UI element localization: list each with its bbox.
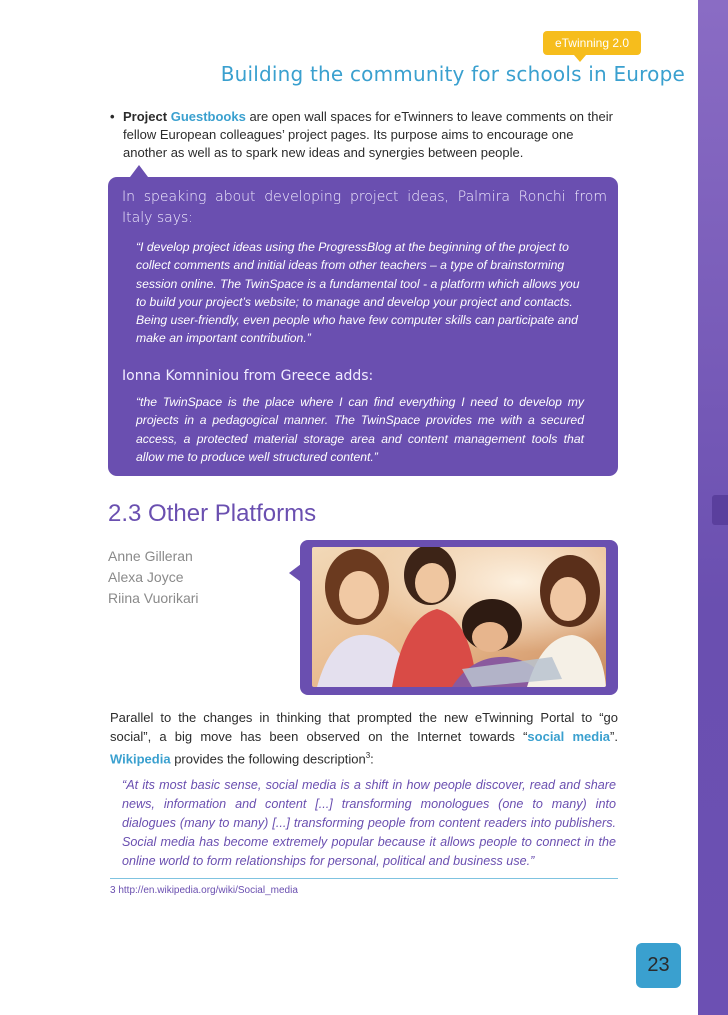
- author-list: [108, 546, 268, 609]
- testimonial-box: [108, 177, 618, 476]
- footnote: 3 http://en.wikipedia.org/wiki/Social_media: [110, 885, 298, 896]
- bullet-lead: Project: [123, 109, 168, 124]
- para-text-2: ”.: [610, 729, 618, 744]
- author-name: Alexa Joyce: [108, 569, 184, 585]
- etwinning-badge: eTwinning 2.0: [543, 31, 641, 55]
- right-edge-tab: [712, 495, 728, 525]
- students-photo: [312, 547, 606, 687]
- komniniou-quote: “the TwinSpace is the place where I can find everything I need to develop my projects in a pedagogical manner. The TwinSpace provides me with a secured access, a protected material storage area and content management tools that allow me to produce well structured content.”: [136, 395, 584, 464]
- photo-frame: [300, 540, 618, 695]
- bullet-body: [123, 108, 620, 162]
- quote-box-pointer: [130, 165, 148, 177]
- social-media-paragraph: [110, 708, 618, 768]
- para-text-1: Parallel to the changes in thinking that prompted the new eTwinning Portal to “go social”, a big move has been observed on the Internet towards “: [110, 710, 618, 744]
- wikipedia-link[interactable]: Wikipedia: [110, 751, 171, 767]
- para-text-3: provides the following description: [170, 751, 366, 767]
- bullet-text: are open wall spaces for eTwinners to leave comments on their fellow European colleagues’ project pages. Its purpose aims to encourage one another as well as to spark new ideas and synergies between people.: [123, 109, 613, 160]
- footnote-divider: [110, 878, 618, 879]
- social-media-link[interactable]: social media: [527, 729, 611, 744]
- section-title: 2.3 Other Platforms: [108, 500, 317, 527]
- page-number: 23: [636, 943, 681, 988]
- footnote-ref: 3: [365, 751, 371, 760]
- para-text-4: :: [370, 751, 374, 767]
- author-name: Anne Gilleran: [108, 548, 193, 564]
- guestbooks-term: Guestbooks: [170, 109, 246, 124]
- ronchi-quote: “I develop project ideas using the ProgressBlog at the beginning of the project to collect comments and initial ideas from other teachers – a type of brainstorming session online. The TwinSpace is a fundamental tool - a platform which allows you to build your project’s website; to manage and develop your project and contacts. Being user-friendly, even people who have few computer skills can participate and make an important contribution.”: [136, 240, 580, 346]
- wikipedia-citation: “At its most basic sense, social media is a shift in how people discover, read and share news, information and content [...] transforming monologues (one to many) into dialogues (many to many) [...] transforming people from content readers into publishers. Social media has become extremely popular because it allows people to connect in the online world to form relationships for personal, political and business use.”: [122, 778, 616, 868]
- komniniou-intro: Ionna Komniniou from Greece adds:: [122, 368, 374, 384]
- testimonial-intro: In speaking about developing project ideas, Palmira Ronchi from Italy says:: [122, 189, 607, 226]
- page-header-title: Building the community for schools in Europe: [220, 62, 685, 86]
- author-name: Riina Vuorikari: [108, 590, 199, 606]
- badge-pointer: [574, 55, 586, 62]
- guestbooks-bullet: [110, 108, 620, 162]
- bullet-marker: •: [110, 109, 115, 124]
